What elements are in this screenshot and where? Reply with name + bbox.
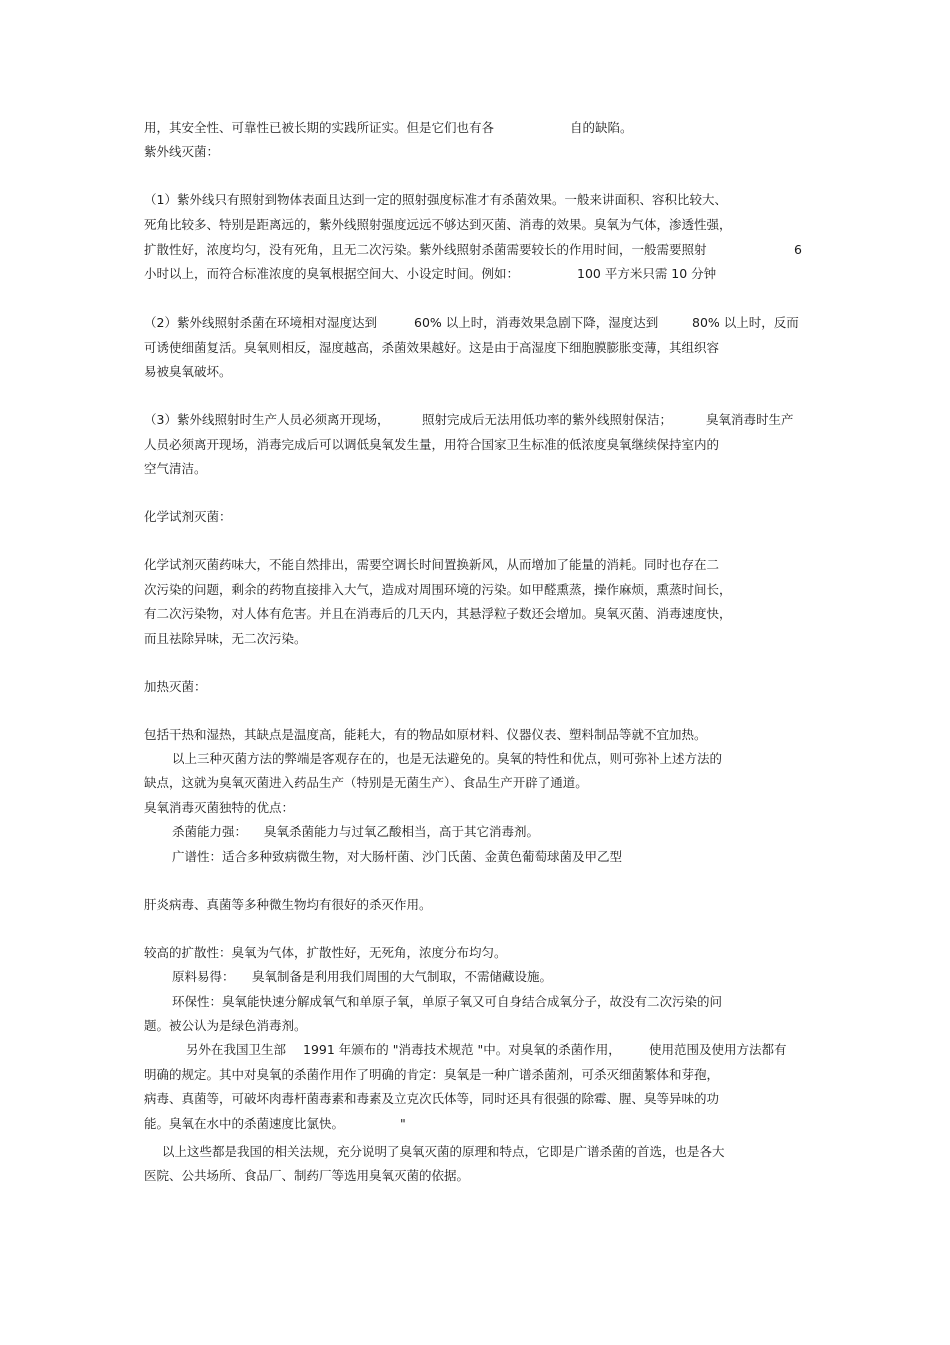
text-line: 另外在我国卫生部 (186, 1042, 287, 1057)
text-line: 缺点，这就为臭氧灭菌进入药品生产（特别是无菌生产）、食品生产开辟了通道。 (144, 775, 588, 790)
text-line: 扩散性好，浓度均匀，没有死角，且无二次污染。紫外线照射杀菌需要较长的作用时间，一般需要照射 (144, 242, 707, 257)
text-line: 广谱性：适合多种致病微生物，对大肠杆菌、沙门氏菌、金黄色葡萄球菌及甲乙型 (172, 849, 623, 864)
text-line: 化学试剂灭菌药味大，不能自然排出，需要空调长时间置换新风，从而增加了能量的消耗。同时也存在二 (144, 557, 720, 572)
text-line: 100 平方米只需 10 分钟 (577, 266, 717, 281)
text-line: 包括干热和湿热，其缺点是温度高，能耗大，有的物品如原材料、仪器仪表、塑料制品等就不宜加热。 (144, 727, 707, 742)
text-line: 用，其安全性、可靠性已被长期的实践所证实。但是它们也有各 (144, 120, 495, 135)
text-line: 人员必须离开现场，消毒完成后可以调低臭氧发生量，用符合国家卫生标准的低浓度臭氧继续保持室内的 (144, 437, 720, 452)
text-line: 医院、公共场所、食品厂、制药厂等选用臭氧灭菌的依据。 (144, 1168, 470, 1183)
section-heading-uv: 紫外线灭菌： (144, 144, 220, 159)
text-line: 以上这些都是我国的相关法规，充分说明了臭氧灭菌的原理和特点，它即是广谱杀菌的首选，也是各大 (162, 1144, 725, 1159)
section-heading-heat: 加热灭菌： (144, 679, 207, 694)
text-line: 杀菌能力强： (172, 824, 248, 839)
section-heading-advantages: 臭氧消毒灭菌独特的优点： (144, 800, 295, 815)
text-line: 肝炎病毒、真菌等多种微生物均有很好的杀灭作用。 (144, 897, 432, 912)
text-line: 次污染的问题，剩余的药物直接排入大气，造成对周围环境的污染。如甲醛熏蒸，操作麻烦，熏蒸时间长， (144, 582, 732, 597)
text-line: 小时以上，而符合标准浓度的臭氧根据空间大、小设定时间。例如： (144, 266, 520, 281)
text-line: 病毒、真菌等，可破坏肉毒杆菌毒素和毒素及立克次氏体等，同时还具有很强的除霉、腥、臭等异味的功 (144, 1091, 720, 1106)
text-line: 自的缺陷。 (570, 120, 633, 135)
text-line: 80% 以上时，反而 (692, 315, 799, 330)
text-line: （3）紫外线照射时生产人员必须离开现场， (144, 412, 390, 427)
text-line: 较高的扩散性：臭氧为气体，扩散性好，无死角，浓度分布均匀。 (144, 945, 507, 960)
text-line: 1991 年颁布的 "消毒技术规范 "中。对臭氧的杀菌作用， (303, 1042, 621, 1057)
text-line: 照射完成后无法用低功率的紫外线照射保洁； (422, 412, 673, 427)
text-line: 易被臭氧破坏。 (144, 364, 232, 379)
text-line: 使用范围及使用方法都有 (649, 1042, 787, 1057)
text-line: 可诱使细菌复活。臭氧则相反，湿度越高，杀菌效果越好。这是由于高湿度下细胞膜膨胀变薄，其组织容 (144, 340, 720, 355)
text-line: 环保性：臭氧能快速分解成氧气和单原子氧，单原子氧又可自身结合成氧分子，故没有二次污染的问 (172, 994, 723, 1009)
text-line: 臭氧制备是利用我们周围的大气制取，不需储藏设施。 (252, 969, 553, 984)
text-line: 能。臭氧在水中的杀菌速度比氯快。 (144, 1116, 345, 1131)
text-line: 臭氧杀菌能力与过氧乙酸相当，高于其它消毒剂。 (264, 824, 540, 839)
text-line: （2）紫外线照射杀菌在环境相对湿度达到 (144, 315, 377, 330)
text-line: （1）紫外线只有照射到物体表面且达到一定的照射强度标准才有杀菌效果。一般来讲面积、容积比较大、 (144, 192, 727, 207)
text-line: 60% 以上时，消毒效果急剧下降，湿度达到 (414, 315, 659, 330)
text-line: 死角比较多、特别是距离远的，紫外线照射强度远远不够达到灭菌、消毒的效果。臭氧为气体，渗透性强， (144, 217, 732, 232)
section-heading-chemical: 化学试剂灭菌： (144, 509, 232, 524)
text-line: 臭氧消毒时生产 (706, 412, 794, 427)
text-line: 6 (794, 242, 802, 257)
text-line: 明确的规定。其中对臭氧的杀菌作用作了明确的肯定：臭氧是一种广谱杀菌剂，可杀灭细菌繁体和芽孢， (144, 1067, 720, 1082)
text-line: " (400, 1116, 406, 1131)
text-line: 而且祛除异味，无二次污染。 (144, 631, 307, 646)
text-line: 原料易得： (172, 969, 235, 984)
text-line: 题。被公认为是绿色消毒剂。 (144, 1018, 307, 1033)
text-line: 空气清洁。 (144, 461, 207, 476)
text-line: 有二次污染物，对人体有危害。并且在消毒后的几天内，其悬浮粒子数还会增加。臭氧灭菌、消毒速度快， (144, 606, 732, 621)
text-line: 以上三种灭菌方法的弊端是客观存在的，也是无法避免的。臭氧的特性和优点，则可弥补上述方法的 (172, 751, 723, 766)
